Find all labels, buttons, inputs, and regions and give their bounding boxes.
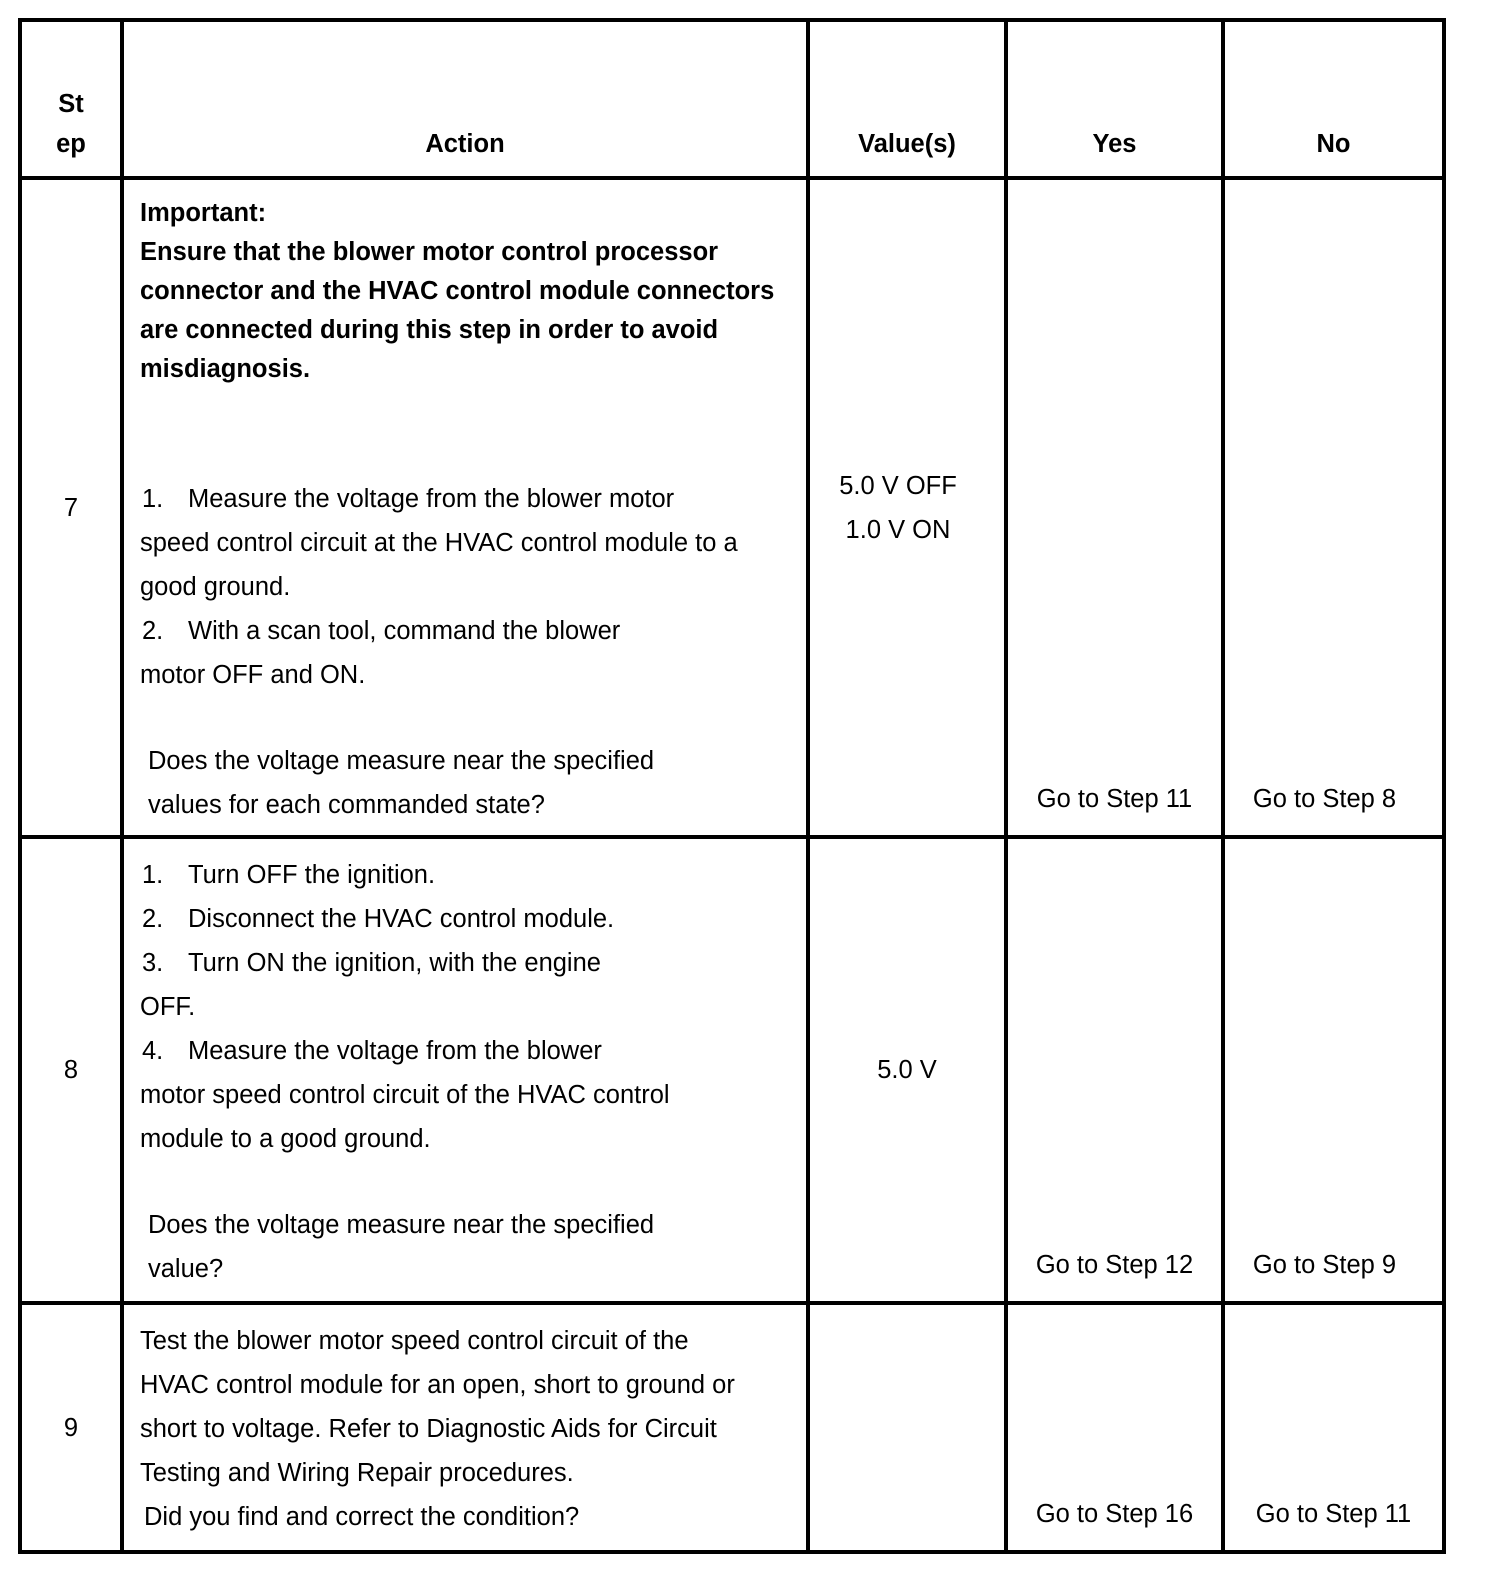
step-number: 7 xyxy=(20,178,122,837)
step-header-line1: St xyxy=(58,90,84,118)
step-number: 8 xyxy=(20,837,122,1303)
yes-cell xyxy=(1006,1303,1223,1552)
yes-column-header: Yes xyxy=(1006,20,1223,178)
no-action: Go to Step 8 xyxy=(1252,785,1397,813)
yes-action: Go to Step 12 xyxy=(1035,1251,1194,1279)
step-header-line2: ep xyxy=(56,130,86,158)
action-steps xyxy=(140,853,794,1161)
no-column-header: No xyxy=(1223,20,1444,178)
no-cell xyxy=(1223,837,1444,1303)
value-cell: 5.0 V xyxy=(808,837,1006,1303)
list-item xyxy=(140,941,794,985)
table-row-step-8 xyxy=(20,837,1444,1303)
question-text: Did you find and correct the condition? xyxy=(144,1503,580,1531)
important-note xyxy=(140,194,794,389)
values-column-header: Value(s) xyxy=(808,20,1006,178)
step-number: 9 xyxy=(20,1303,122,1552)
list-item xyxy=(140,1029,794,1073)
list-item-text: With a scan tool, command the blower xyxy=(188,617,621,645)
list-item-number: 3. xyxy=(142,949,164,977)
action-text: Test the blower motor speed control circuit of the HVAC control module for an open, short to ground or short to voltage. Refer to Diagnostic Aids for Circuit Testing and Wiring Repair procedures. xyxy=(140,1327,735,1487)
list-item-text: Measure the voltage from the blower xyxy=(188,1037,602,1065)
list-item xyxy=(140,897,794,941)
action-cell xyxy=(122,1303,808,1552)
list-item-number: 2. xyxy=(142,905,164,933)
yes-action: Go to Step 11 xyxy=(1036,785,1193,813)
action-cell xyxy=(122,178,808,837)
important-label: Important: xyxy=(140,199,267,227)
value-text xyxy=(810,464,1004,552)
list-item-text: Turn OFF the ignition. xyxy=(188,861,436,889)
list-item-text: Measure the voltage from the blower motor xyxy=(188,485,675,513)
list-item-continuation: motor OFF and ON. xyxy=(140,661,366,689)
list-item xyxy=(140,477,794,521)
action-column-header: Action xyxy=(122,20,808,178)
list-item-continuation: OFF. xyxy=(140,993,196,1021)
list-item-text: Disconnect the HVAC control module. xyxy=(188,905,615,933)
value-cell xyxy=(808,178,1006,837)
value-cell xyxy=(808,1303,1006,1552)
yes-cell xyxy=(1006,178,1223,837)
no-action: Go to Step 11 xyxy=(1255,1500,1412,1528)
list-item-number: 1. xyxy=(142,861,164,889)
yes-cell xyxy=(1006,837,1223,1303)
step-column-header xyxy=(20,20,122,178)
list-item-continuation: speed control circuit at the HVAC control module to a good ground. xyxy=(140,529,738,601)
value-line-on: 1.0 V ON xyxy=(845,516,951,544)
list-item-text: Turn ON the ignition, with the engine xyxy=(188,949,601,977)
header-row xyxy=(20,20,1444,178)
diagnostic-table xyxy=(18,18,1446,1554)
list-item-continuation: motor speed control circuit of the HVAC control module to a good ground. xyxy=(140,1081,670,1153)
action-cell xyxy=(122,837,808,1303)
list-item-number: 1. xyxy=(142,485,164,513)
no-cell xyxy=(1223,1303,1444,1552)
list-item-number: 4. xyxy=(142,1037,164,1065)
list-item xyxy=(140,853,794,897)
value-line-off: 5.0 V OFF xyxy=(839,472,957,500)
no-cell xyxy=(1223,178,1444,837)
yes-action: Go to Step 16 xyxy=(1035,1500,1194,1528)
no-action: Go to Step 9 xyxy=(1252,1251,1397,1279)
question-text: Does the voltage measure near the specified value? xyxy=(148,1211,655,1283)
action-steps xyxy=(140,477,794,697)
question-text: Does the voltage measure near the specified values for each commanded state? xyxy=(148,747,655,819)
important-text: Ensure that the blower motor control processor connector and the HVAC control module connectors are connected during this step in order to avoid misdiagnosis. xyxy=(140,238,775,383)
table-row-step-7 xyxy=(20,178,1444,837)
list-item-number: 2. xyxy=(142,617,164,645)
table-row-step-9 xyxy=(20,1303,1444,1552)
list-item xyxy=(140,609,794,653)
